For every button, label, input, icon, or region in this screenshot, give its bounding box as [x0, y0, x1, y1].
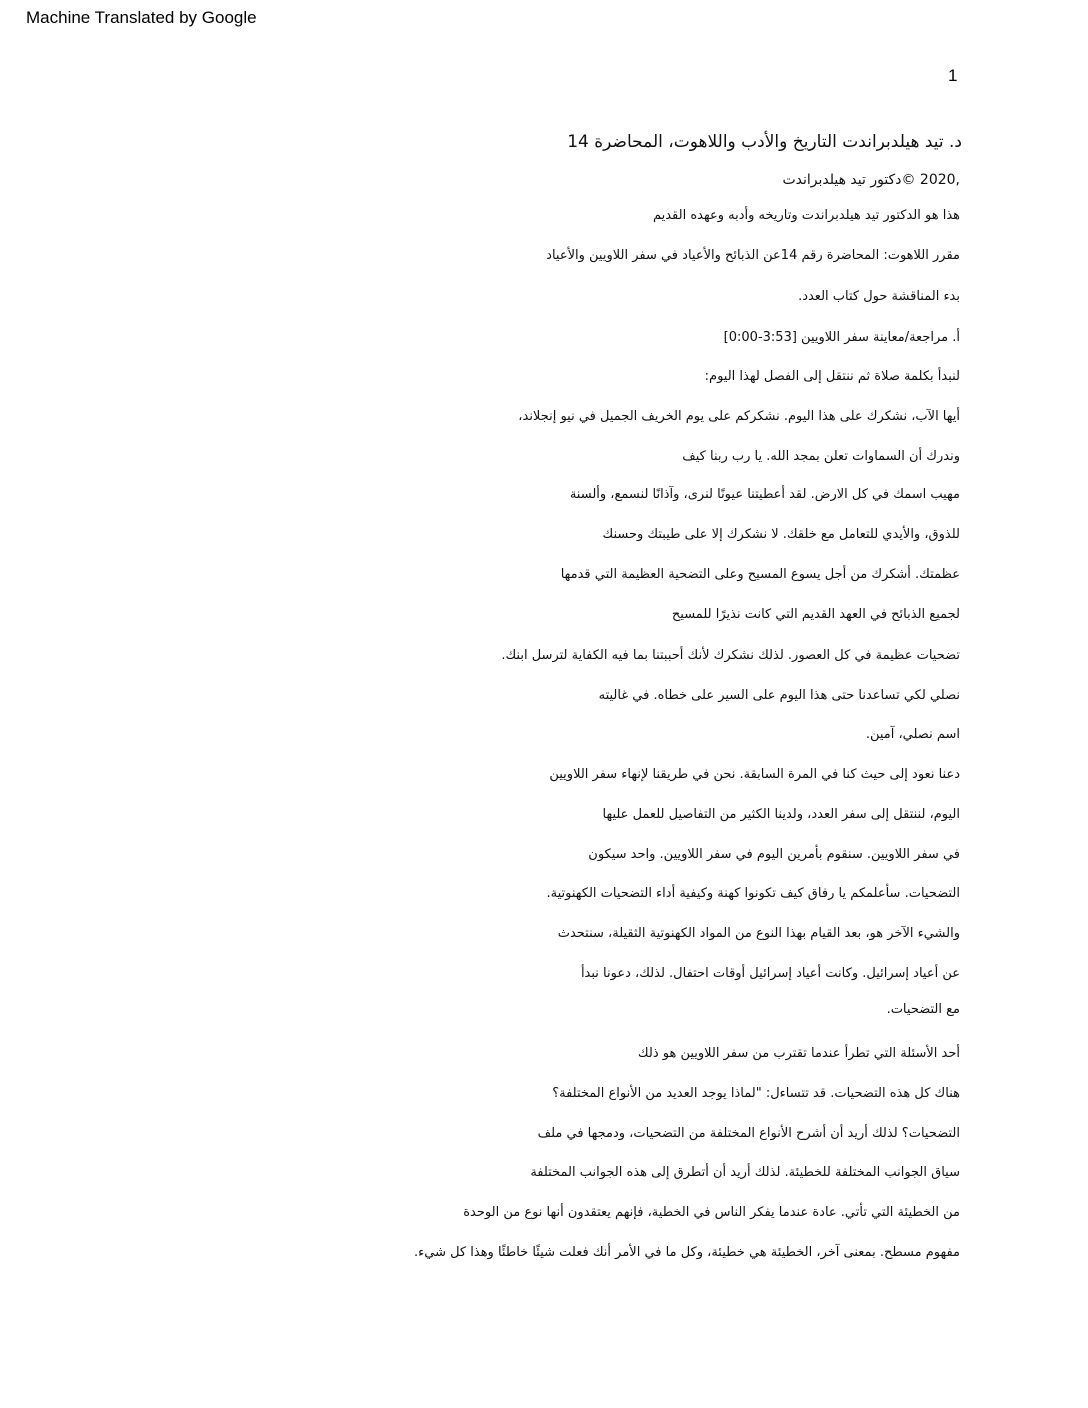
text-line: أيها الآب، نشكرك على هذا اليوم. نشكركم على يوم الخريف الجميل في نيو إنجلاند، — [518, 409, 960, 424]
copyright-line: ,2020 ©دكتور تيد هيلدبراندت — [782, 172, 960, 188]
text-line: والشيء الآخر هو، بعد القيام بهذا النوع من المواد الكهنوتية الثقيلة، سنتحدث — [557, 926, 960, 941]
text-line: للذوق، والأيدي للتعامل مع خلقك. لا نشكرك إلا على طيبتك وحسنك — [602, 527, 960, 542]
text-line: مهيب اسمك في كل الارض. لقد أعطيتنا عيونًا لنرى، وآذانًا لنسمع، وألسنة — [569, 487, 960, 502]
document-title: د. تيد هيلدبراندت التاريخ والأدب واللاهوت، المحاضرة 14 — [567, 132, 962, 152]
text-line: بدء المناقشة حول كتاب العدد. — [798, 289, 960, 304]
text-line: دعنا نعود إلى حيث كنا في المرة السابقة. نحن في طريقنا لإنهاء سفر اللاويين — [549, 767, 960, 782]
text-line: عظمتك. أشكرك من أجل يسوع المسيح وعلى التضحية العظيمة التي قدمها — [560, 567, 960, 582]
text-line: عن أعياد إسرائيل. وكانت أعياد إسرائيل أوقات احتفال. لذلك، دعونا نبدأ — [580, 966, 960, 981]
translation-banner: Machine Translated by Google — [26, 8, 257, 27]
text-line: وندرك أن السماوات تعلن بمجد الله. يا رب ربنا كيف — [682, 449, 960, 464]
text-line: هذا هو الدكتور تيد هيلدبراندت وتاريخه وأدبه وعهده القديم — [652, 208, 960, 223]
text-line: مفهوم مسطح. بمعنى آخر، الخطيئة هي خطيئة، وكل ما في الأمر أنك فعلت شيئًا خاطئًا وهذا كل شيء. — [413, 1245, 960, 1260]
text-line: هناك كل هذه التضحيات. قد تتساءل: "لماذا يوجد العديد من الأنواع المختلفة؟ — [552, 1086, 960, 1101]
text-line: من الخطيئة التي تأتي. عادة عندما يفكر الناس في الخطية، فإنهم يعتقدون أنها نوع من الوحدة — [463, 1205, 960, 1220]
text-line: مقرر اللاهوت: المحاضرة رقم 14عن الذبائح والأعياد في سفر اللاويين والأعياد — [546, 248, 960, 263]
text-line: اسم نصلي، آمين. — [865, 727, 960, 742]
text-line: سياق الجوانب المختلفة للخطيئة. لذلك أريد أن أتطرق إلى هذه الجوانب المختلفة — [530, 1165, 960, 1180]
text-line: لجميع الذبائح في العهد القديم التي كانت نذيرًا للمسيح — [671, 607, 960, 622]
text-line: التضحيات. سأعلمكم يا رفاق كيف تكونوا كهنة وكيفية أداء التضحيات الكهنوتية. — [546, 886, 960, 901]
text-line: نصلي لكي تساعدنا حتى هذا اليوم على السير على خطاه. في غاليته — [598, 688, 960, 703]
text-line: تضحيات عظيمة في كل العصور. لذلك نشكرك لأنك أحببتنا بما فيه الكفاية لترسل ابنك. — [501, 648, 960, 663]
text-line: أ. مراجعة/معاينة سفر اللاويين [3:53-0:00] — [723, 330, 960, 345]
page-number: 1 — [948, 66, 958, 85]
text-line: التضحيات؟ لذلك أريد أن أشرح الأنواع المختلفة من التضحيات، ودمجها في ملف — [537, 1126, 960, 1141]
text-line: في سفر اللاويين. سنقوم بأمرين اليوم في سفر اللاويين. واحد سيكون — [588, 847, 960, 862]
text-line: اليوم، لننتقل إلى سفر العدد، ولدينا الكثير من التفاصيل للعمل عليها — [602, 807, 960, 822]
text-line: لنبدأ بكلمة صلاة ثم ننتقل إلى الفصل لهذا اليوم: — [704, 369, 960, 384]
text-line: مع التضحيات. — [886, 1002, 960, 1017]
text-line: أحد الأسئلة التي تطرأ عندما تقترب من سفر اللاويين هو ذلك — [637, 1046, 960, 1061]
